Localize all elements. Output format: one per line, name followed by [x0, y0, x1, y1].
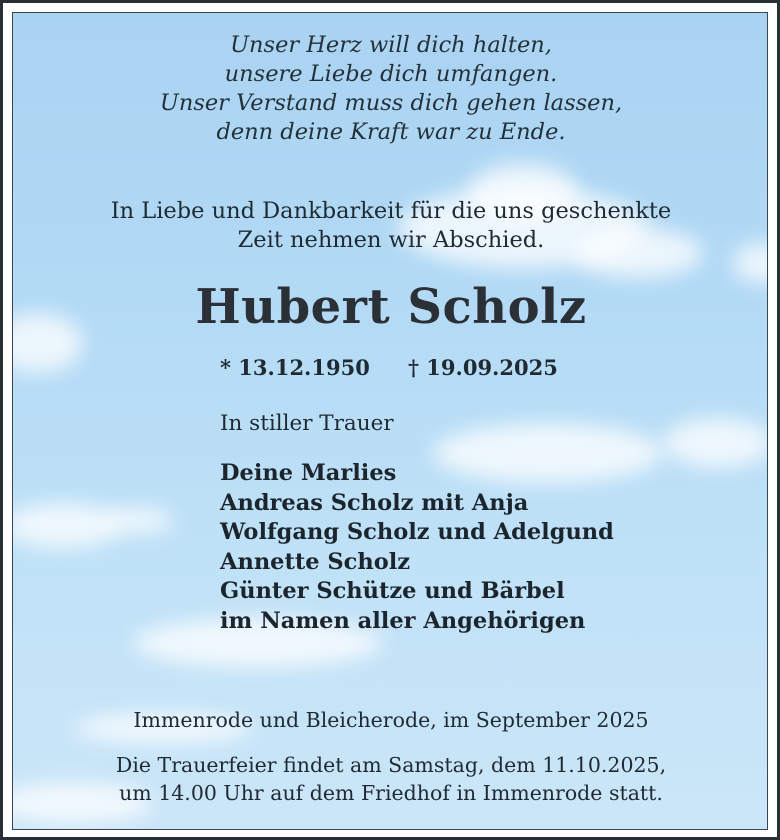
poem-line: Unser Herz will dich halten,: [230, 32, 552, 58]
poem-line: unsere Liebe dich umfangen.: [224, 61, 558, 87]
funeral-line: um 14.00 Uhr auf dem Friedhof in Immenrode statt.: [119, 781, 663, 805]
family-member: Annette Scholz: [220, 548, 411, 575]
cloud-decoration: [663, 418, 768, 468]
intro-line: In Liebe und Dankbarkeit für die uns geschenkte: [110, 198, 672, 224]
sky-background: [12, 12, 768, 830]
death-date: † 19.09.2025: [408, 355, 558, 380]
funeral-line: Die Trauerfeier findet am Samstag, dem 11.10.2025,: [115, 753, 667, 777]
cloud-decoration: [103, 508, 173, 533]
family-member: Deine Marlies: [220, 460, 397, 486]
birth-date: * 13.12.1950: [220, 355, 370, 380]
intro-line: Zeit nehmen wir Abschied.: [237, 227, 545, 253]
family-member: im Namen aller Angehörigen: [220, 607, 586, 634]
poem-line: denn deine Kraft war zu Ende.: [216, 119, 566, 145]
family-list: [220, 459, 614, 636]
mourning-label: In stiller Trauer: [220, 411, 394, 436]
funeral-info: [13, 751, 768, 807]
poem: [13, 31, 768, 147]
family-member: Günter Schütze und Bärbel: [220, 578, 565, 604]
deceased-name: Hubert Scholz: [195, 279, 587, 335]
place-date: Immenrode und Bleicherode, im September 2025: [133, 708, 649, 732]
life-dates: [220, 353, 558, 383]
family-member: Wolfgang Scholz und Adelgund: [220, 519, 614, 545]
intro-text: [13, 197, 768, 255]
family-member: Andreas Scholz mit Anja: [220, 489, 529, 516]
poem-line: Unser Verstand muss dich gehen lassen,: [159, 90, 623, 116]
